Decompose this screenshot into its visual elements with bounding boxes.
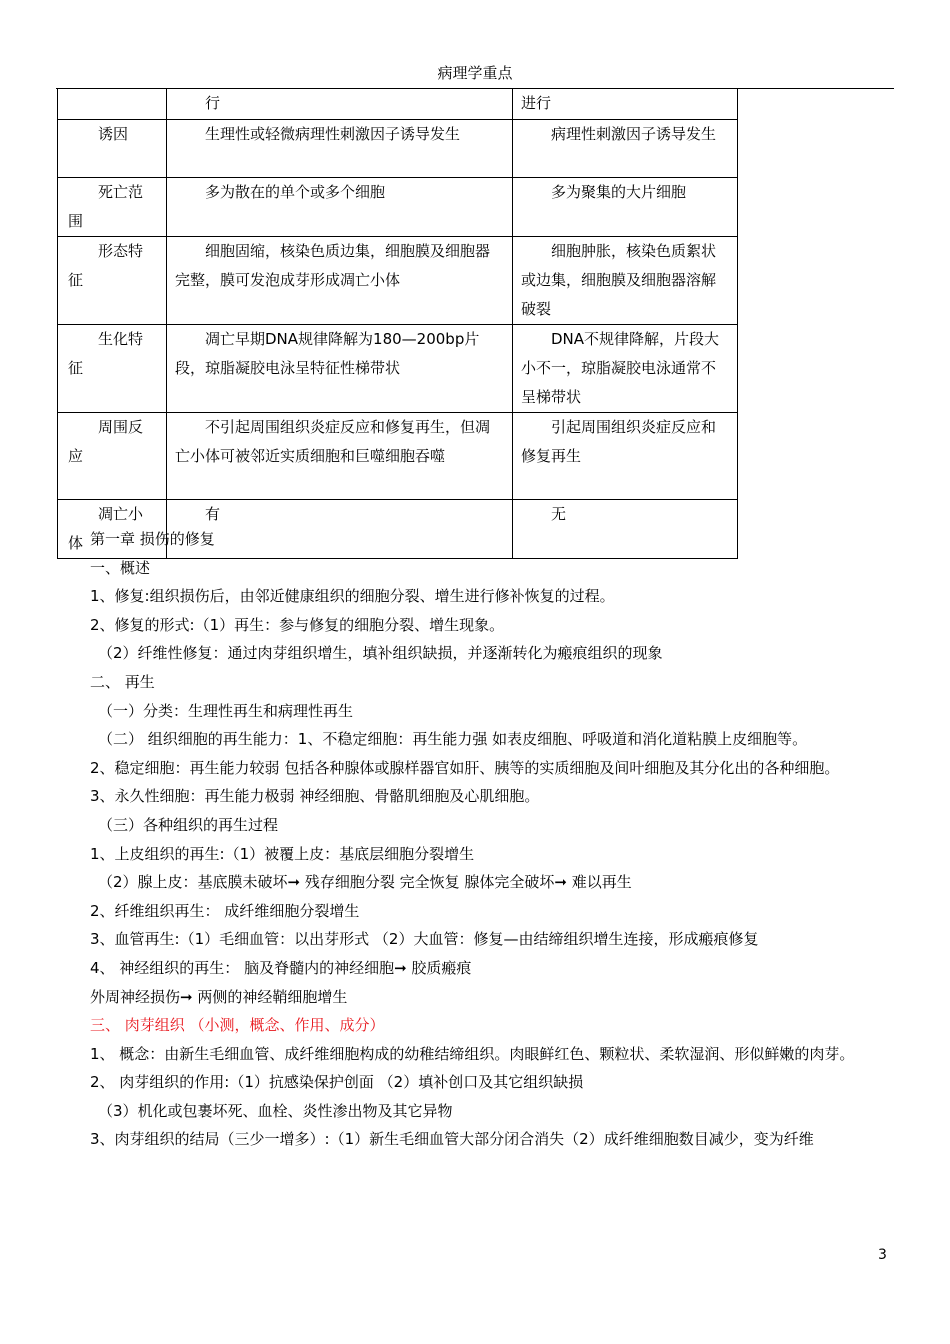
table-cell: 有 xyxy=(205,504,221,523)
comparison-table xyxy=(57,89,738,559)
paragraph: 3、血管再生:（1）毛细血管：以出芽形式 （2）大血管：修复—由结缔组织增生连接，形成瘢痕修复 xyxy=(90,930,759,949)
table-cell-label: 形态特征 xyxy=(68,241,144,289)
paragraph: （2）纤维性修复：通过肉芽组织增生，填补组织缺损，并逐渐转化为瘢痕组织的现象 xyxy=(98,644,663,663)
paragraph: （三）各种组织的再生过程 xyxy=(98,815,279,834)
table-cell-label: 死亡范围 xyxy=(68,182,144,230)
table-row xyxy=(58,177,738,236)
table-cell: 细胞肿胀，核染色质絮状或边集，细胞膜及细胞器溶解破裂 xyxy=(521,241,717,318)
table-cell: 多为聚集的大片细胞 xyxy=(551,182,687,201)
table-row xyxy=(58,89,738,119)
table-row xyxy=(58,324,738,412)
table-row xyxy=(58,119,738,177)
table-cell-label: 诱因 xyxy=(98,124,129,143)
page-header-title: 病理学重点 xyxy=(437,64,513,82)
table-cell: 进行 xyxy=(521,94,552,112)
section-heading: 二、 再生 xyxy=(90,672,155,691)
document-body xyxy=(58,525,888,1154)
table-cell: 行 xyxy=(205,94,221,112)
paragraph: 3、永久性细胞：再生能力极弱 神经细胞、骨骼肌细胞及心肌细胞。 xyxy=(90,787,540,806)
page-number: 3 xyxy=(878,1247,887,1263)
paragraph: 2、稳定细胞：再生能力较弱 包括各种腺体或腺样器官如肝、胰等的实质细胞及间叶细胞及其分化出的各种细胞。 xyxy=(90,758,840,777)
table-cell-label: 凋亡小体 xyxy=(68,504,144,552)
paragraph: 1、上皮组织的再生:（1）被覆上皮：基底层细胞分裂增生 xyxy=(90,844,475,863)
table-cell: 凋亡早期DNA规律降解为180—200bp片段，琼脂凝胶电泳呈特征性梯带状 xyxy=(175,329,480,377)
paragraph: （2）腺上皮：基底膜未破坏➞ 残存细胞分裂 完全恢复 腺体完全破坏➞ 难以再生 xyxy=(98,873,632,892)
paragraph: 4、 神经组织的再生： 脑及脊髓内的神经细胞➞ 胶质瘢痕 xyxy=(90,958,472,977)
table-cell-label: 生化特征 xyxy=(68,329,144,377)
paragraph: 3、肉芽组织的结局（三少一增多）:（1）新生毛细血管大部分闭合消失（2）成纤维细胞数目减少，变为纤维 xyxy=(90,1130,814,1149)
paragraph: （3）机化或包裹坏死、血栓、炎性渗出物及其它异物 xyxy=(98,1101,453,1120)
paragraph: 2、 肉芽组织的作用:（1）抗感染保护创面 （2）填补创口及其它组织缺损 xyxy=(90,1073,584,1092)
table-cell: 生理性或轻微病理性刺激因子诱导发生 xyxy=(205,124,461,143)
paragraph: （二） 组织细胞的再生能力：1、不稳定细胞：再生能力强 如表皮细胞、呼吸道和消化道粘膜上皮细胞等。 xyxy=(98,730,808,749)
table-cell: 病理性刺激因子诱导发生 xyxy=(551,124,717,143)
paragraph: 外周神经损伤➞ 两侧的神经鞘细胞增生 xyxy=(90,987,348,1006)
chapter-title: 第一章 损伤的修复 xyxy=(90,530,215,548)
section-heading: 一、概述 xyxy=(90,558,151,577)
table-cell: 引起周围组织炎症反应和修复再生 xyxy=(521,417,717,465)
paragraph: （一）分类：生理性再生和病理性再生 xyxy=(98,701,354,720)
table-row xyxy=(58,236,738,324)
paragraph: 2、修复的形式:（1）再生：参与修复的细胞分裂、增生现象。 xyxy=(90,615,505,634)
paragraph: 2、纤维组织再生： 成纤维细胞分裂增生 xyxy=(90,901,360,920)
table-row xyxy=(58,412,738,499)
table-cell: 细胞固缩，核染色质边集，细胞膜及细胞器完整，膜可发泡成芽形成凋亡小体 xyxy=(175,241,491,289)
table-cell-label: 周围反应 xyxy=(68,417,144,465)
paragraph: 1、 概念：由新生毛细血管、成纤维细胞构成的幼稚结缔组织。肉眼鲜红色、颗粒状、柔软湿润、形似鲜嫩的肉芽。 xyxy=(90,1044,855,1063)
paragraph: 1、修复:组织损伤后，由邻近健康组织的细胞分裂、增生进行修补恢复的过程。 xyxy=(90,587,615,606)
table-cell: 不引起周围组织炎症反应和修复再生，但凋亡小体可被邻近实质细胞和巨噬细胞吞噬 xyxy=(175,417,491,465)
table-cell: DNA不规律降解，片段大小不一，琼脂凝胶电泳通常不呈梯带状 xyxy=(521,329,720,406)
table-cell: 无 xyxy=(551,504,567,523)
table-cell: 多为散在的单个或多个细胞 xyxy=(205,182,386,201)
section-heading-highlighted: 三、 肉芽组织 （小测，概念、作用、成分） xyxy=(90,1016,385,1035)
table-cell-label xyxy=(58,89,167,119)
